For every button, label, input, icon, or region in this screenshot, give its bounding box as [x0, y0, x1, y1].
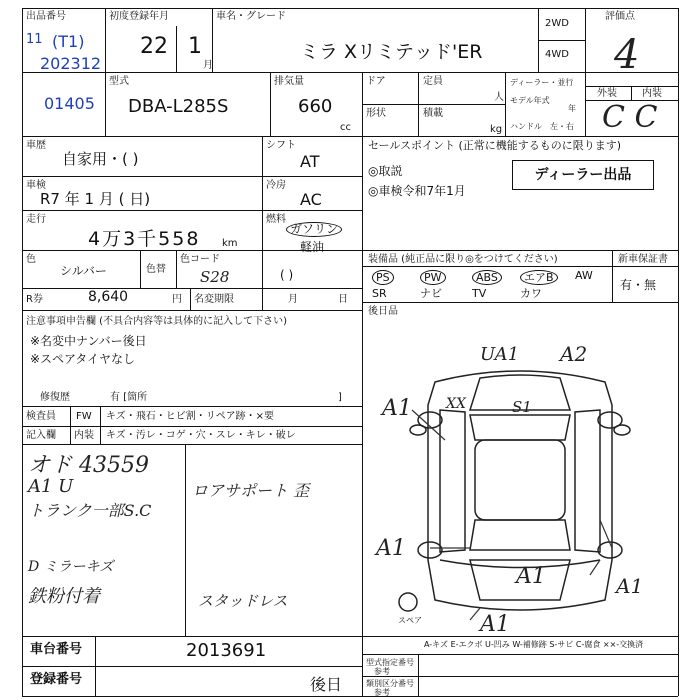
handle-label: ハンドル — [510, 122, 542, 131]
model-year-unit: 年 — [568, 104, 576, 113]
hand-note-3: トランク一部S.C — [28, 501, 152, 520]
name-change-month: 月 — [288, 294, 298, 305]
exterior-label: 外装 — [597, 88, 617, 99]
warranty-label: 新車保証書 — [618, 254, 668, 265]
drive-4wd: 4WD — [545, 49, 569, 60]
fuel-diesel: 軽油 — [300, 240, 325, 254]
damage-mark-a1-bottom: A1 — [480, 612, 510, 637]
hand-mid-1: ロアサポート 歪 — [192, 481, 310, 500]
history-value: 自家用・( ) — [62, 150, 139, 168]
rear-items-label: 後日品 — [368, 306, 398, 317]
equipment-item: AW — [575, 269, 593, 282]
displacement-label: 排気量 — [274, 76, 304, 87]
mileage-label: 走行 — [26, 214, 46, 225]
load-unit: kg — [490, 124, 503, 135]
mileage-value: 4万3千558 — [88, 228, 201, 250]
damage-mark-ua1: UA1 — [480, 344, 520, 365]
first-registration-year: 22 — [140, 34, 168, 59]
hand-odometer: オド 43559 — [28, 453, 149, 478]
note-line-2: ※スペアタイヤなし — [30, 352, 135, 366]
shape-label: 形状 — [366, 108, 386, 119]
interior-check-label: 内装 — [74, 430, 94, 441]
notes-title: 注意事項申告欄 (不具合内容等は具体的に記入して下さい) — [26, 316, 287, 327]
capacity-unit: 人 — [494, 92, 504, 103]
equipment-item: エアB — [520, 270, 558, 285]
capacity-label: 定員 — [423, 76, 443, 87]
color-code-value: S28 — [200, 268, 230, 286]
inspection-expiry-value: R7 年 1 月 ( 日) — [40, 190, 151, 208]
spare-label: スペア — [398, 616, 422, 625]
dealer-label: ディーラー・並行 — [510, 78, 574, 87]
first-registration-month: 1 — [188, 34, 202, 59]
recycle-value: 8,640 — [88, 289, 129, 305]
lot-line3: 01405 — [44, 94, 95, 113]
sales-point-2: ◎車検令和7年1月 — [368, 184, 466, 198]
handle-value: 左・右 — [550, 122, 574, 131]
hand-note-2: A1 U — [28, 476, 74, 497]
type-designation-label: 型式指定番号 — [366, 658, 414, 667]
lot-line1: (T1) — [52, 32, 85, 51]
color-code-label: 色コード — [180, 254, 220, 265]
ac-value: AC — [300, 190, 322, 209]
equipment-item: SR — [372, 287, 387, 300]
vehicle-name-label: 車名・グレード — [216, 11, 286, 22]
door-label: ドア — [366, 76, 386, 87]
damage-mark-a1-rear: A1 — [516, 564, 546, 589]
damage-mark-a2: A2 — [560, 342, 588, 366]
equipment-title: 装備品 (純正品に限り◎をつけてください) — [368, 254, 558, 265]
hand-note-4: D ミラーキズ — [28, 559, 114, 575]
fuel-other: ( ) — [280, 268, 294, 282]
score-value: 4 — [614, 32, 640, 78]
registration-number-label: 登録番号 — [30, 672, 83, 687]
equipment-item: PS — [372, 270, 394, 285]
equipment-item: TV — [472, 287, 487, 300]
recycle-unit: 円 — [172, 294, 182, 305]
displacement-value: 660 — [298, 96, 333, 117]
displacement-unit: cc — [340, 122, 351, 133]
repair-history-label: 修復歴 — [40, 392, 70, 403]
drive-2wd: 2WD — [545, 18, 569, 29]
repair-history-value: 有 [箇所 — [110, 392, 148, 403]
sales-point-1: ◎取説 — [368, 164, 403, 178]
fw-items: キズ・飛石・ヒビ割・リペア跡・×要 — [106, 411, 274, 422]
name-change-deadline-label: 名変期限 — [194, 294, 234, 305]
damage-mark-a1-door: A1 — [376, 536, 406, 561]
type-designation-sub: 参考 — [374, 667, 390, 676]
history-label: 車歴 — [26, 140, 46, 151]
lot-line2: 202312 — [40, 54, 102, 73]
damage-mark-s1: S1 — [512, 398, 532, 416]
lot-prefix: 11 — [26, 32, 43, 47]
entry-label: 記入欄 — [26, 430, 56, 441]
color-label: 色 — [26, 254, 36, 265]
interior-items: キズ・汚レ・コゲ・穴・スレ・キレ・破レ — [106, 430, 296, 441]
category-number-label: 類別区分番号 — [366, 679, 414, 688]
color-change-label: 色替 — [146, 264, 166, 275]
score-label: 評価点 — [605, 11, 635, 22]
damage-mark-xx: XX — [446, 396, 466, 412]
chassis-number-label: 車台番号 — [30, 642, 83, 657]
model-year-label: モデル年式 — [510, 96, 550, 105]
equipment-item: PW — [420, 270, 446, 285]
fuel-label: 燃料 — [266, 214, 286, 225]
fuel-gasoline: ガソリン — [286, 222, 342, 237]
exterior-interior-grade: C C — [602, 100, 658, 135]
load-label: 積載 — [423, 108, 443, 119]
mileage-unit: km — [222, 238, 238, 249]
warranty-value: 有・無 — [620, 278, 657, 292]
dealer-listing-badge: ディーラー出品 — [512, 160, 654, 190]
type-value: DBA-L285S — [128, 96, 229, 117]
sales-point-title: セールスポイント (正常に機能するものに限ります) — [368, 139, 622, 152]
color-value: シルバー — [60, 264, 107, 278]
shift-value: AT — [300, 152, 320, 171]
chassis-number-value: 2013691 — [186, 640, 267, 661]
hand-mid-2: スタッドレス — [198, 592, 288, 610]
equipment-item: ABS — [472, 270, 502, 285]
first-registration-label: 初度登録年月 — [109, 11, 169, 22]
fw-label: FW — [76, 411, 92, 422]
first-registration-month-unit: 月 — [203, 60, 213, 71]
inspection-expiry-label: 車検 — [26, 180, 46, 191]
damage-mark-a1-right: A1 — [616, 574, 644, 598]
registration-number-value: 後日 — [310, 675, 343, 694]
ac-label: 冷房 — [266, 180, 286, 191]
equipment-item: ナビ — [420, 287, 442, 300]
shift-label: シフト — [266, 140, 296, 151]
note-line-1: ※名変中ナンバー後日 — [30, 334, 147, 348]
inspector-label: 検査員 — [26, 411, 56, 422]
lot-number-label: 出品番号 — [26, 11, 66, 22]
repair-history-close: ] — [338, 392, 342, 403]
category-number-sub: 参考 — [374, 688, 390, 697]
damage-legend: A-キズ E-エクボ U-凹み W-補修跡 S-サビ C-腐食 ××-交換済 — [424, 640, 644, 649]
type-label: 型式 — [109, 76, 129, 87]
name-change-day: 日 — [338, 294, 348, 305]
damage-mark-a1-left: A1 — [382, 396, 412, 421]
hand-note-5: 鉄粉付着 — [28, 586, 100, 607]
equipment-item: カワ — [520, 287, 542, 300]
interior-label: 内装 — [642, 88, 662, 99]
recycle-label: R券 — [26, 294, 43, 305]
vehicle-model-name: ミラ Xリミテッド'ER — [300, 41, 483, 63]
